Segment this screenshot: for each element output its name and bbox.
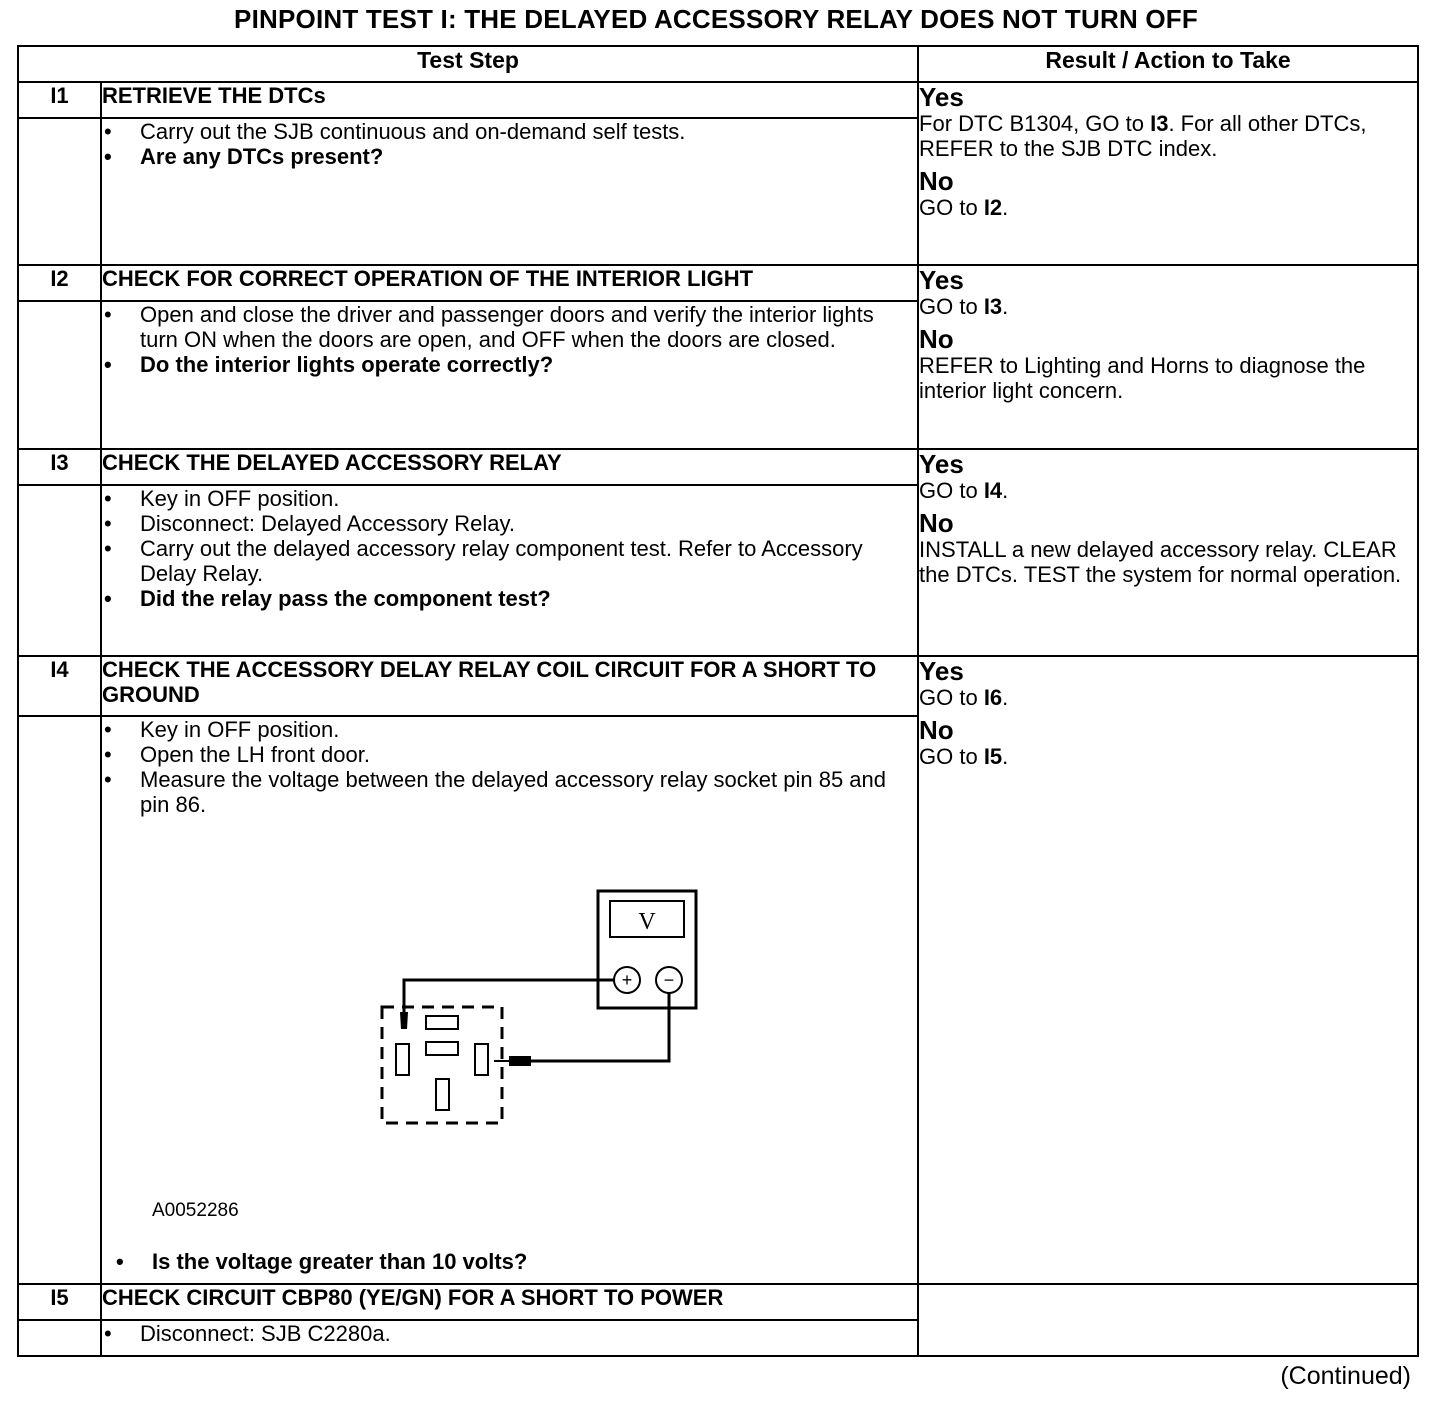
- no-label: No: [919, 508, 954, 538]
- yes-action: GO to I6.: [919, 685, 1009, 710]
- figure-id: A0052286: [152, 1200, 239, 1221]
- list-item: • Are any DTCs present?: [104, 144, 384, 169]
- socket-terminal-86: [475, 1044, 488, 1075]
- positive-probe: [400, 1012, 408, 1029]
- no-action: REFER to Lighting and Horns to diagnose the interior light concern.: [919, 353, 1366, 403]
- result-header: Result / Action to Take: [918, 46, 1418, 82]
- step-body: [101, 1320, 918, 1356]
- yes-action: GO to I4.: [919, 478, 1009, 503]
- yes-action: For DTC B1304, GO to I3. For all other DTCs, REFER to the SJB DTC index.: [919, 111, 1367, 161]
- step-number: I3: [18, 449, 101, 485]
- list-item: • Disconnect: Delayed Accessory Relay.: [104, 511, 515, 536]
- step-result: [918, 82, 1418, 265]
- list-item: • Open the LH front door.: [104, 742, 370, 767]
- no-label: No: [919, 166, 954, 196]
- list-item: • Key in OFF position.: [104, 717, 340, 742]
- list-item: • Key in OFF position.: [104, 486, 340, 511]
- header-row: [18, 46, 1418, 82]
- yes-label: Yes: [919, 449, 964, 479]
- no-action: GO to I2.: [919, 195, 1009, 220]
- step-title: CHECK CIRCUIT CBP80 (YE/GN) FOR A SHORT TO POWER: [101, 1284, 918, 1320]
- step-number: I5: [18, 1284, 101, 1320]
- step-title-row: [18, 1284, 1418, 1320]
- list-item: • Did the relay pass the component test?: [104, 586, 551, 611]
- step-body: [101, 301, 918, 449]
- list-item: • Carry out the SJB continuous and on-demand self tests.: [104, 119, 686, 144]
- step-body: [101, 716, 918, 1284]
- socket-terminal: [426, 1016, 458, 1029]
- yes-label: Yes: [919, 82, 964, 112]
- step-body: [101, 118, 918, 265]
- voltmeter-diagram: [282, 889, 702, 1159]
- step-title: CHECK THE DELAYED ACCESSORY RELAY: [101, 449, 918, 485]
- yes-action: GO to I3.: [919, 294, 1009, 319]
- list-item: • Disconnect: SJB C2280a.: [104, 1321, 391, 1346]
- step-title-row: [18, 656, 1418, 716]
- step-result: [918, 1284, 1418, 1356]
- step-body: [101, 485, 918, 656]
- no-label: No: [919, 324, 954, 354]
- socket-terminal: [426, 1042, 458, 1055]
- positive-lead: [404, 980, 614, 1012]
- step-number: I4: [18, 656, 101, 716]
- no-action: INSTALL a new delayed accessory relay. CLEAR the DTCs. TEST the system for normal operation.: [919, 537, 1402, 587]
- negative-symbol: −: [663, 970, 675, 990]
- no-label: No: [919, 715, 954, 745]
- step-title-row: [18, 82, 1418, 118]
- yes-label: Yes: [919, 656, 964, 686]
- yes-label: Yes: [919, 265, 964, 295]
- step-title: RETRIEVE THE DTCs: [101, 82, 918, 118]
- step-number: I1: [18, 82, 101, 118]
- list-item: • Carry out the delayed accessory relay component test. Refer to Accessory Delay Relay.: [104, 536, 863, 586]
- socket-terminal: [436, 1079, 449, 1110]
- step-result: [918, 656, 1418, 1284]
- pinpoint-test-table: [17, 45, 1419, 1357]
- list-item: • Is the voltage greater than 10 volts?: [116, 1249, 528, 1274]
- step-number: I2: [18, 265, 101, 301]
- step-title: CHECK FOR CORRECT OPERATION OF THE INTERIOR LIGHT: [101, 265, 918, 301]
- list-item: • Open and close the driver and passenger doors and verify the interior lights turn ON when the doors are open, and OFF when the doors are closed.: [104, 302, 874, 352]
- list-item: • Do the interior lights operate correctly?: [104, 352, 554, 377]
- negative-probe: [494, 1057, 530, 1065]
- list-item: • Measure the voltage between the delayed accessory relay socket pin 85 and pin 86.: [104, 767, 887, 817]
- continued-note: (Continued): [1280, 1362, 1411, 1390]
- step-result: [918, 449, 1418, 656]
- voltmeter-symbol: V: [638, 909, 656, 935]
- step-title-row: [18, 265, 1418, 301]
- test-step-header: Test Step: [18, 46, 918, 82]
- socket-terminal-85: [396, 1044, 409, 1075]
- no-action: GO to I5.: [919, 744, 1009, 769]
- positive-symbol: +: [621, 970, 633, 990]
- step-title: CHECK THE ACCESSORY DELAY RELAY COIL CIRCUIT FOR A SHORT TO GROUND: [101, 656, 918, 716]
- page-title: PINPOINT TEST I: THE DELAYED ACCESSORY RELAY DOES NOT TURN OFF: [234, 4, 1198, 34]
- step-title-row: [18, 449, 1418, 485]
- step-result: [918, 265, 1418, 449]
